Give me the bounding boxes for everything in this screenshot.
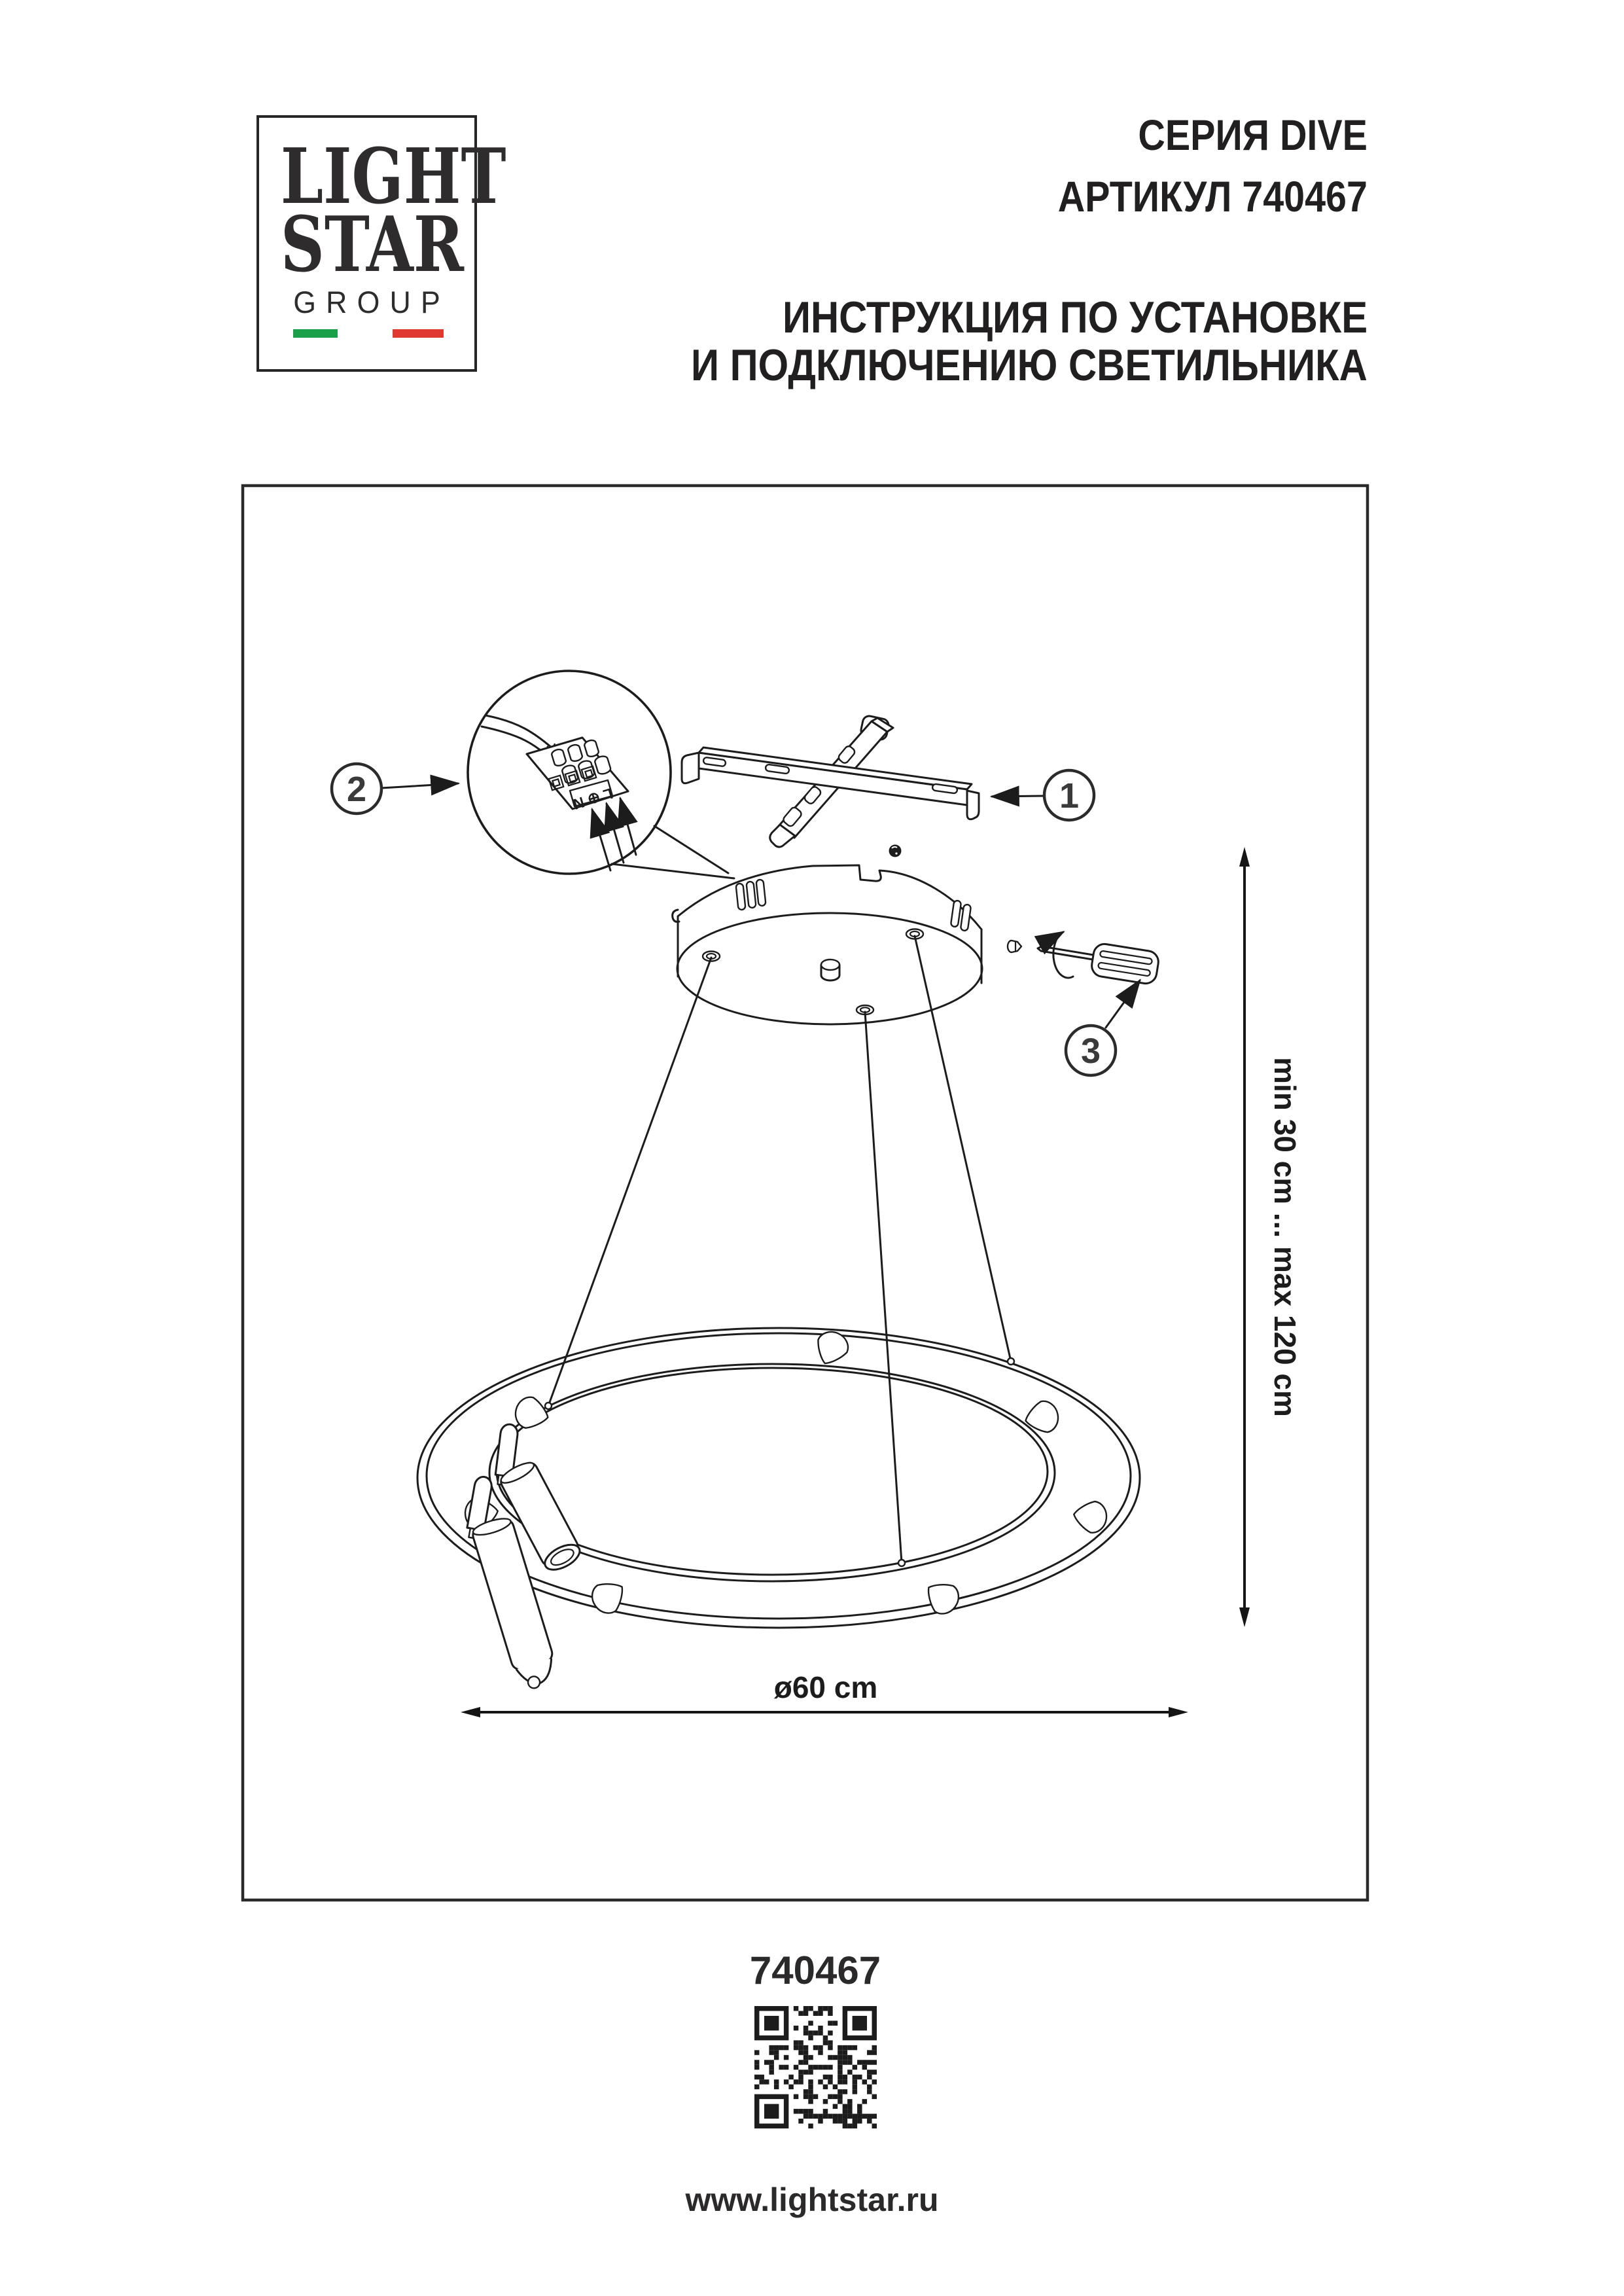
instruction-title-line2: И ПОДКЛЮЧЕНИЮ СВЕТИЛЬНИКА [691, 340, 1368, 390]
terminal-label: L ⊕ N [571, 785, 615, 814]
article-number-line: АРТИКУЛ 740467 [1057, 172, 1368, 221]
height-dimension-label: min 30 cm ... max 120 cm [1268, 1057, 1302, 1417]
callout-3-number: 3 [1080, 1031, 1101, 1071]
suspension-cables [548, 936, 1011, 1563]
callout-1-number: 1 [1059, 776, 1080, 816]
callout-3 [1066, 980, 1140, 1075]
diameter-dimension [461, 1670, 1188, 1717]
website-url: www.lightstar.ru [685, 2181, 939, 2218]
mounting-bracket [682, 715, 979, 847]
callout-1 [992, 770, 1094, 820]
callout-2-number: 2 [346, 770, 367, 809]
logo-word-light: LIGHT [280, 132, 506, 221]
logo-word-star: STAR [280, 200, 465, 289]
spotlight-heads [465, 1424, 584, 1693]
height-dimension [1239, 847, 1302, 1627]
diameter-dimension-label: ø60 cm [773, 1670, 878, 1704]
footer-article-number: 740467 [749, 1948, 881, 1992]
ceiling-canopy [673, 865, 982, 1024]
qr-code [754, 2006, 877, 2128]
screw [1008, 941, 1021, 952]
callout-2 [332, 764, 458, 814]
instruction-title-line1: ИНСТРУКЦИЯ ПО УСТАНОВКЕ [782, 293, 1368, 342]
logo-word-group: GROUP [293, 285, 450, 319]
series-title: СЕРИЯ DIVE [1138, 111, 1368, 159]
mounting-screw [889, 845, 902, 857]
logo-flag-italy [293, 329, 444, 338]
screwdriver [1038, 932, 1160, 985]
